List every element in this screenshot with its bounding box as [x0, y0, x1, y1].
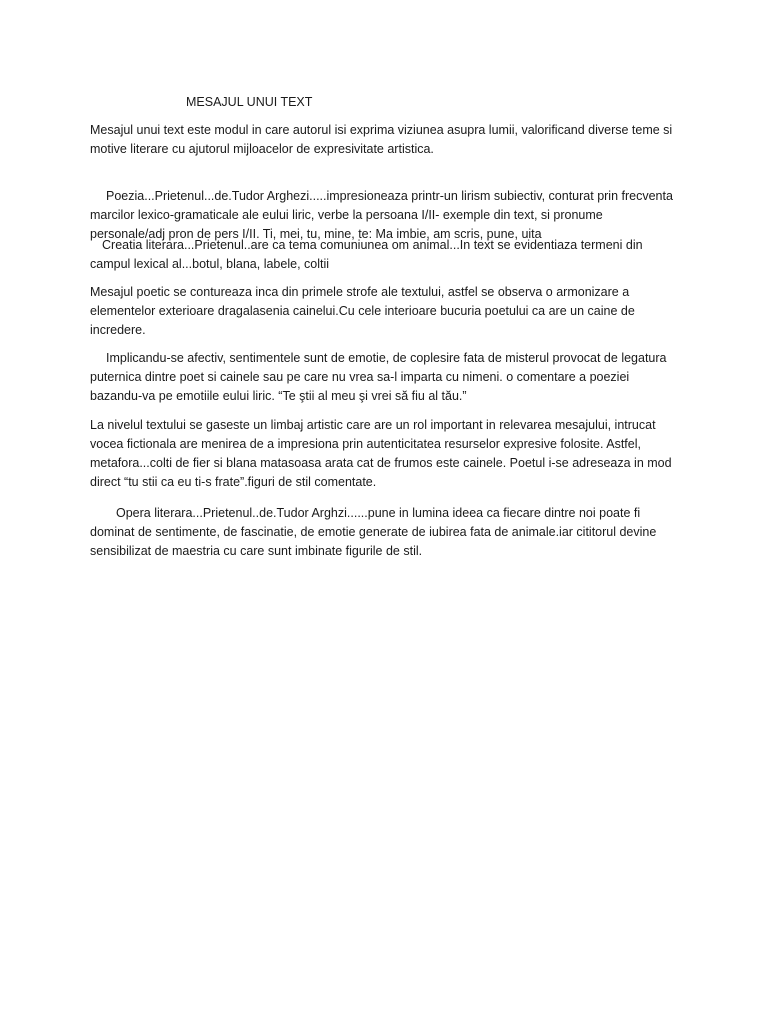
paragraph-intro: Mesajul unui text este modul in care autorul isi exprima viziunea asupra lumii, valorificand diverse teme si motive literare cu ajutorul mijloacelor de expresivitate artistica. [90, 123, 673, 156]
document-title: MESAJUL UNUI TEXT [186, 95, 313, 109]
paragraph-affective: Implicandu-se afectiv, sentimentele sunt de emotie, de coplesire fata de misterul provocat de legatura puternica dintre poet si cainele sau pe care nu vrea sa-l imparta cu nimeni. o comentare a poeziei bazandu-va pe emotiile eului liric. “Te ştii al meu şi vrei să fiu al tău.” [90, 351, 667, 403]
paragraph-artistic-language: La nivelul textului se gaseste un limbaj artistic care are un rol important in relevarea mesajului, intrucat vocea fictionala are menirea de a impresiona prin autenticitatea resurselor expresive folosite. Astfel, metafora...colti de fier si blana matasoasa arata cat de frumos este cainele. Poetul i-se adreseaza in mod direct “tu stii ca eu ti-s frate”.figuri de stil comentate. [90, 418, 672, 489]
paragraph-poetic-message: Mesajul poetic se contureaza inca din primele strofe ale textului, astfel se observa o armonizare a elementelor exterioare dragalasenia cainelui.Cu cele interioare bucuria poetului ca are un caine de incredere. [90, 285, 635, 337]
paragraph-conclusion: Opera literara...Prietenul..de.Tudor Arghzi......pune in lumina ideea ca fiecare dintre noi poate fi dominat de sentimente, de fascinatie, de emotie generate de iubirea fata de animale.iar cititorul devine sensibilizat de maestria cu care sunt imbinate figurile de stil. [90, 506, 657, 558]
paragraph-theme: Creatia literara...Prietenul..are ca tema comuniunea om animal...In text se evidentiaza termeni din campul lexical al...botul, blana, labele, coltii [90, 238, 643, 271]
paragraph-lyricism: Poezia...Prietenul...de.Tudor Arghezi.....impresioneaza printr-un lirism subiectiv, conturat prin frecventa marcilor lexico-gramaticale ale eului liric, verbe la persoana I/II- exemple din text, si pronume personale/adj pron de pers I/II. Ti, mei, tu, mine, te: Ma imbie, am scris, pune, uita [90, 189, 673, 241]
